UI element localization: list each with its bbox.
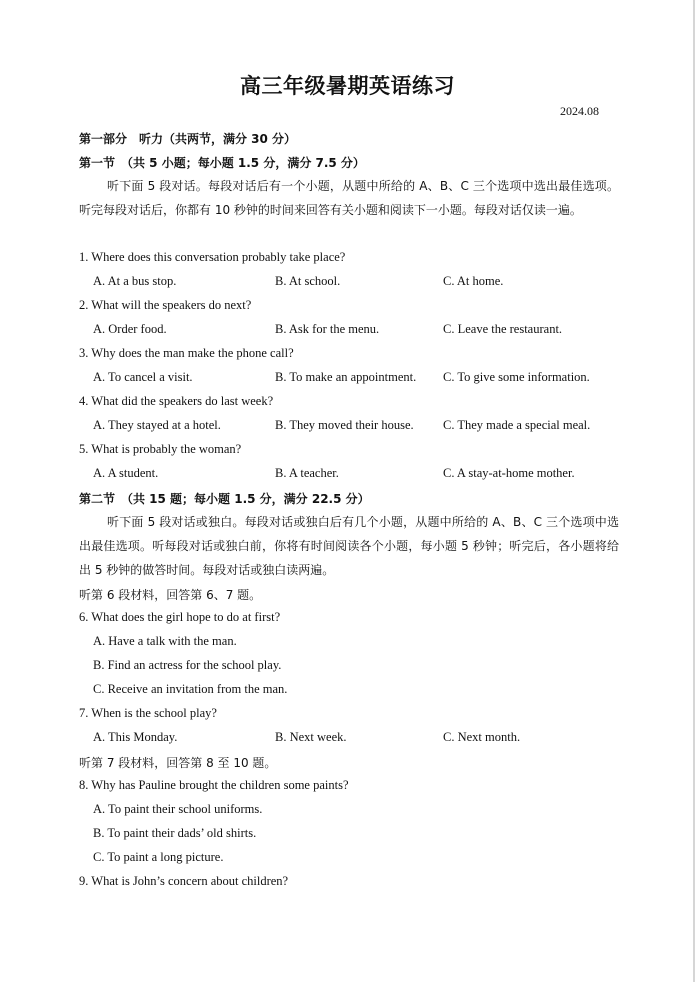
material-6-note: 听第 6 段材料，回答第 6、7 题。	[79, 588, 262, 602]
q4-option-b: B. They moved their house.	[275, 418, 414, 432]
q8-option-c: C. To paint a long picture.	[93, 850, 224, 864]
q1-option-c: C. At home.	[443, 274, 504, 288]
q6-option-b: B. Find an actress for the school play.	[93, 658, 282, 672]
question-7: 7. When is the school play?	[79, 706, 217, 720]
q4-option-a: A. They stayed at a hotel.	[93, 418, 221, 432]
q8-option-a: A. To paint their school uniforms.	[93, 802, 263, 816]
section1-heading: 第一节 （共 5 小题；每小题 1.5 分，满分 7.5 分）	[79, 156, 365, 170]
section2-heading: 第二节 （共 15 题；每小题 1.5 分，满分 22.5 分）	[79, 492, 370, 506]
question-9: 9. What is John’s concern about children?	[79, 874, 289, 888]
q5-option-b: B. A teacher.	[275, 466, 339, 480]
question-4: 4. What did the speakers do last week?	[79, 394, 274, 408]
q3-option-c: C. To give some information.	[443, 370, 590, 384]
section2-instructions: 听下面 5 段对话或独白。每段对话或独白后有几个小题，从题中所给的 A、B、C 三个选项中选出最佳选项。听每段对话或独白前，你将有时间阅读各个小题，每小题 5 秒钟；听完后，各小题将给出 5 秒钟的做答时间。每段对话或独白读两遍。	[79, 515, 619, 577]
q5-option-a: A. A student.	[93, 466, 159, 480]
q6-option-c: C. Receive an invitation from the man.	[93, 682, 288, 696]
q7-option-a: A. This Monday.	[93, 730, 178, 744]
q3-option-b: B. To make an appointment.	[275, 370, 417, 384]
q4-option-c: C. They made a special meal.	[443, 418, 591, 432]
material-7-note: 听第 7 段材料，回答第 8 至 10 题。	[79, 756, 277, 770]
date-label: 2024.08	[560, 104, 599, 118]
q2-option-b: B. Ask for the menu.	[275, 322, 380, 336]
question-6: 6. What does the girl hope to do at first?	[79, 610, 281, 624]
q7-option-c: C. Next month.	[443, 730, 521, 744]
question-8: 8. Why has Pauline brought the children some paints?	[79, 778, 349, 792]
part1-heading: 第一部分 听力（共两节，满分 30 分）	[79, 132, 297, 146]
section1-instructions: 听下面 5 段对话。每段对话后有一个小题，从题中所给的 A、B、C 三个选项中选出最佳选项。听完每段对话后，你都有 10 秒钟的时间来回答有关小题和阅读下一小题。每段对话仅读一遍。	[79, 179, 619, 217]
q1-option-a: A. At a bus stop.	[93, 274, 177, 288]
q3-option-a: A. To cancel a visit.	[93, 370, 193, 384]
q2-option-a: A. Order food.	[93, 322, 167, 336]
question-5: 5. What is probably the woman?	[79, 442, 242, 456]
q6-option-a: A. Have a talk with the man.	[93, 634, 237, 648]
q7-option-b: B. Next week.	[275, 730, 347, 744]
q2-option-c: C. Leave the restaurant.	[443, 322, 563, 336]
question-2: 2. What will the speakers do next?	[79, 298, 252, 312]
question-1: 1. Where does this conversation probably take place?	[79, 250, 346, 264]
question-3: 3. Why does the man make the phone call?	[79, 346, 294, 360]
q8-option-b: B. To paint their dads’ old shirts.	[93, 826, 257, 840]
q1-option-b: B. At school.	[275, 274, 341, 288]
q5-option-c: C. A stay-at-home mother.	[443, 466, 575, 480]
page-title: 高三年级暑期英语练习	[240, 74, 455, 98]
